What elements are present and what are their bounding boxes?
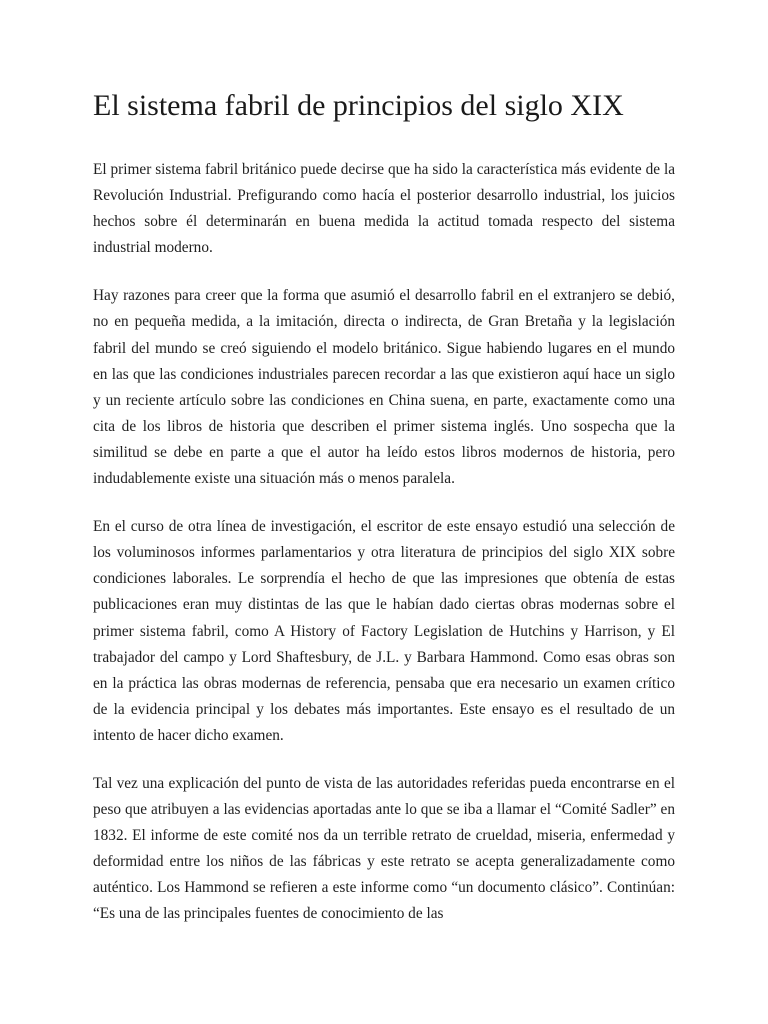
paragraph-2: Hay razones para creer que la forma que asumió el desarrollo fabril en el extranjero se debió, no en pequeña medida, a la imitación, directa o indirecta, de Gran Bretaña y la legislación fabril del mundo se creó siguiendo el modelo británico. Sigue habiendo lugares en el mundo en las que las condiciones industriales parecen recordar a las que existieron aquí hace un siglo y un reciente artículo sobre las condiciones en China suena, en parte, exactamente como una cita de los libros de historia que describen el primer sistema inglés. Uno sospecha que la similitud se debe en parte a que el autor ha leído estos libros modernos de historia, pero indudablemente existe una situación más o menos paralela. — [93, 287, 675, 488]
paragraph-1: El primer sistema fabril británico puede decirse que ha sido la característica más evidente de la Revolución Industrial. Prefigurando como hacía el posterior desarrollo industrial, los juicios hechos sobre él determinarán en buena medida la actitud tomada respecto del sistema industrial moderno. — [93, 161, 675, 257]
document-body — [93, 86, 675, 950]
paragraph-3: En el curso de otra línea de investigación, el escritor de este ensayo estudió una selección de los voluminosos informes parlamentarios y otra literatura de principios del siglo XIX sobre condiciones laborales. Le sorprendía el hecho de que las impresiones que obtenía de estas publicaciones eran muy distintas de las que le habían dado ciertas obras modernas sobre el primer sistema fabril, como A History of Factory Legislation de Hutchins y Harrison, y El trabajador del campo y Lord Shaftesbury, de J.L. y Barbara Hammond. Como esas obras son en la práctica las obras modernas de referencia, pensaba que era necesario un examen crítico de la evidencia principal y los debates más importantes. Este ensayo es el resultado de un intento de hacer dicho examen. — [93, 518, 675, 744]
paragraph-4: Tal vez una explicación del punto de vista de las autoridades referidas pueda encontrarse en el peso que atribuyen a las evidencias aportadas ante lo que se iba a llamar el “Comité Sadler” en 1832. El informe de este comité nos da un terrible retrato de crueldad, miseria, enfermedad y deformidad entre los niños de las fábricas y este retrato se acepta generalizadamente como auténtico. Los Hammond se refieren a este informe como “un documento clásico”. Continúan: “Es una de las principales fuentes de conocimiento de las — [93, 774, 675, 923]
document-title: El sistema fabril de principios del siglo XIX — [93, 89, 624, 122]
